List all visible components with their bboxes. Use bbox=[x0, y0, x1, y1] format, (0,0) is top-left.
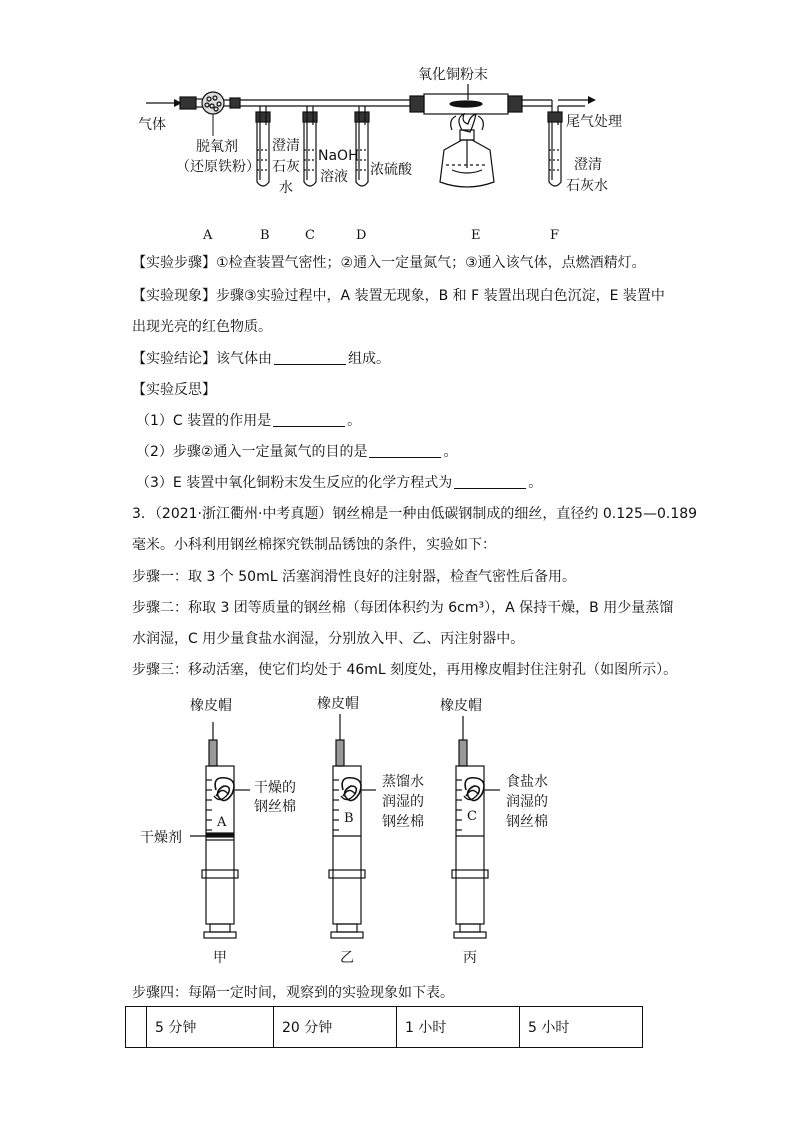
yi-label-3: 钢丝棉 bbox=[382, 814, 424, 830]
letter-b: B bbox=[260, 228, 270, 243]
gas-label: 气体 bbox=[138, 117, 166, 133]
rubber-cap-yi: 橡皮帽 bbox=[317, 696, 359, 712]
limewater-b-1: 澄清 bbox=[272, 138, 300, 154]
bing-label-3: 钢丝棉 bbox=[506, 814, 548, 830]
yi-label-2: 润湿的 bbox=[382, 794, 424, 810]
table-header-5h: 5 小时 bbox=[520, 1007, 643, 1048]
question-3-end: 。 bbox=[528, 475, 543, 491]
question-3-text: （3）E 装置中氧化铜粉末发生反应的化学方程式为 bbox=[136, 475, 453, 491]
limewater-b-2: 石灰 bbox=[272, 159, 300, 175]
desiccant-label: 干燥剂 bbox=[140, 830, 182, 846]
syringe-jia bbox=[190, 722, 250, 938]
syringe-name-bing: 丙 bbox=[463, 950, 477, 966]
bing-label-1: 食盐水 bbox=[506, 774, 548, 790]
step-one: 步骤一：取 3 个 50mL 活塞润滑性良好的注射器，检查气密性后备用。 bbox=[132, 569, 576, 585]
naoh-c-1: NaOH bbox=[318, 148, 359, 164]
question-1-blank[interactable] bbox=[273, 412, 345, 427]
yi-letter: B bbox=[344, 811, 354, 826]
table-header-1h: 1 小时 bbox=[397, 1007, 520, 1048]
phenomenon-line-1: 【实验现象】步骤③实验过程中，A 装置无现象，B 和 F 装置出现白色沉淀，E 装置中 bbox=[132, 288, 665, 304]
question-2-end: 。 bbox=[443, 444, 458, 460]
h2so4-d: 浓硫酸 bbox=[370, 162, 412, 178]
table-header-20min: 20 分钟 bbox=[274, 1007, 397, 1048]
apparatus-diagram bbox=[0, 0, 794, 245]
exhaust-label: 尾气处理 bbox=[566, 114, 622, 130]
syringe-name-yi: 乙 bbox=[340, 950, 354, 966]
letter-d: D bbox=[356, 228, 367, 243]
jia-label-1: 干燥的 bbox=[254, 780, 296, 796]
reflection-heading: 【实验反思】 bbox=[132, 382, 216, 398]
conclusion-suffix: 组成。 bbox=[348, 351, 390, 367]
step-two-line-2: 水润湿，C 用少量食盐水润湿，分别放入甲、乙、丙注射器中。 bbox=[132, 631, 525, 647]
problem-3-line-1: 3．（2021·浙江衢州·中考真题）钢丝棉是一种由低碳钢制成的细丝，直径约 0.125—0.189 bbox=[132, 506, 698, 522]
deoxidizer-label: 脱氧剂 bbox=[196, 139, 238, 155]
exhaust-arrow bbox=[558, 96, 596, 104]
rubber-cap-jia: 橡皮帽 bbox=[190, 698, 232, 714]
experiment-steps: 【实验步骤】①检查装置气密性；②通入一定量氮气；③通入该气体，点燃酒精灯。 bbox=[132, 255, 646, 271]
bing-letter: C bbox=[467, 809, 477, 824]
apparatus-d-tube bbox=[355, 106, 369, 186]
phenomenon-line-2: 出现光亮的红色物质。 bbox=[132, 319, 272, 335]
syringe-name-jia: 甲 bbox=[213, 950, 227, 966]
apparatus-c-tube bbox=[303, 106, 317, 186]
question-2 bbox=[136, 442, 457, 462]
syringe-yi bbox=[329, 714, 376, 938]
naoh-c-2: 溶液 bbox=[320, 169, 348, 185]
question-2-text: （2）步骤②通入一定量氮气的目的是 bbox=[136, 444, 368, 460]
limewater-b-3: 水 bbox=[279, 180, 293, 196]
apparatus-e-combustion bbox=[410, 84, 552, 187]
table-header-corner bbox=[126, 1007, 147, 1048]
step-four: 步骤四：每隔一定时间，观察到的实验现象如下表。 bbox=[132, 985, 454, 1001]
syringe-bing bbox=[452, 716, 500, 938]
table-header-row bbox=[126, 1007, 643, 1048]
step-three: 步骤三：移动活塞，使它们均处于 46mL 刻度处，再用橡皮帽封住注射孔（如图所示）。 bbox=[132, 662, 678, 678]
letter-f: F bbox=[550, 228, 560, 243]
letter-e: E bbox=[471, 228, 481, 243]
limewater-f-2: 石灰水 bbox=[566, 178, 608, 194]
question-3-blank[interactable] bbox=[454, 474, 526, 489]
question-1-text: （1）C 装置的作用是 bbox=[136, 413, 272, 429]
deoxidizer-note: （还原铁粉） bbox=[176, 159, 260, 175]
apparatus-f-tube bbox=[548, 100, 585, 186]
table-header-5min: 5 分钟 bbox=[147, 1007, 274, 1048]
limewater-f-1: 澄清 bbox=[574, 157, 602, 173]
letter-c: C bbox=[305, 228, 315, 243]
observation-table bbox=[125, 1006, 643, 1048]
problem-3-line-2: 毫米。小科利用钢丝棉探究铁制品锈蚀的条件，实验如下： bbox=[132, 537, 496, 553]
conclusion-line bbox=[132, 349, 390, 369]
conclusion-blank[interactable] bbox=[274, 350, 346, 365]
step-two-line-1: 步骤二：称取 3 团等质量的钢丝棉（每团体积约为 6cm³），A 保持干燥，B 用少量蒸馏 bbox=[132, 600, 674, 616]
question-3 bbox=[136, 473, 542, 493]
conclusion-prefix: 【实验结论】该气体由 bbox=[132, 351, 272, 367]
rubber-cap-bing: 橡皮帽 bbox=[440, 698, 482, 714]
jia-letter: A bbox=[217, 815, 227, 830]
jia-label-2: 钢丝棉 bbox=[254, 799, 296, 815]
apparatus-a-tube bbox=[180, 92, 240, 114]
bing-label-2: 润湿的 bbox=[506, 794, 548, 810]
letter-a: A bbox=[203, 228, 213, 243]
question-1 bbox=[136, 411, 361, 431]
question-1-end: 。 bbox=[347, 413, 362, 429]
question-2-blank[interactable] bbox=[369, 443, 441, 458]
copper-oxide-label: 氧化铜粉末 bbox=[418, 67, 488, 83]
yi-label-1: 蒸馏水 bbox=[382, 774, 424, 790]
gas-inlet-arrow bbox=[146, 99, 182, 107]
